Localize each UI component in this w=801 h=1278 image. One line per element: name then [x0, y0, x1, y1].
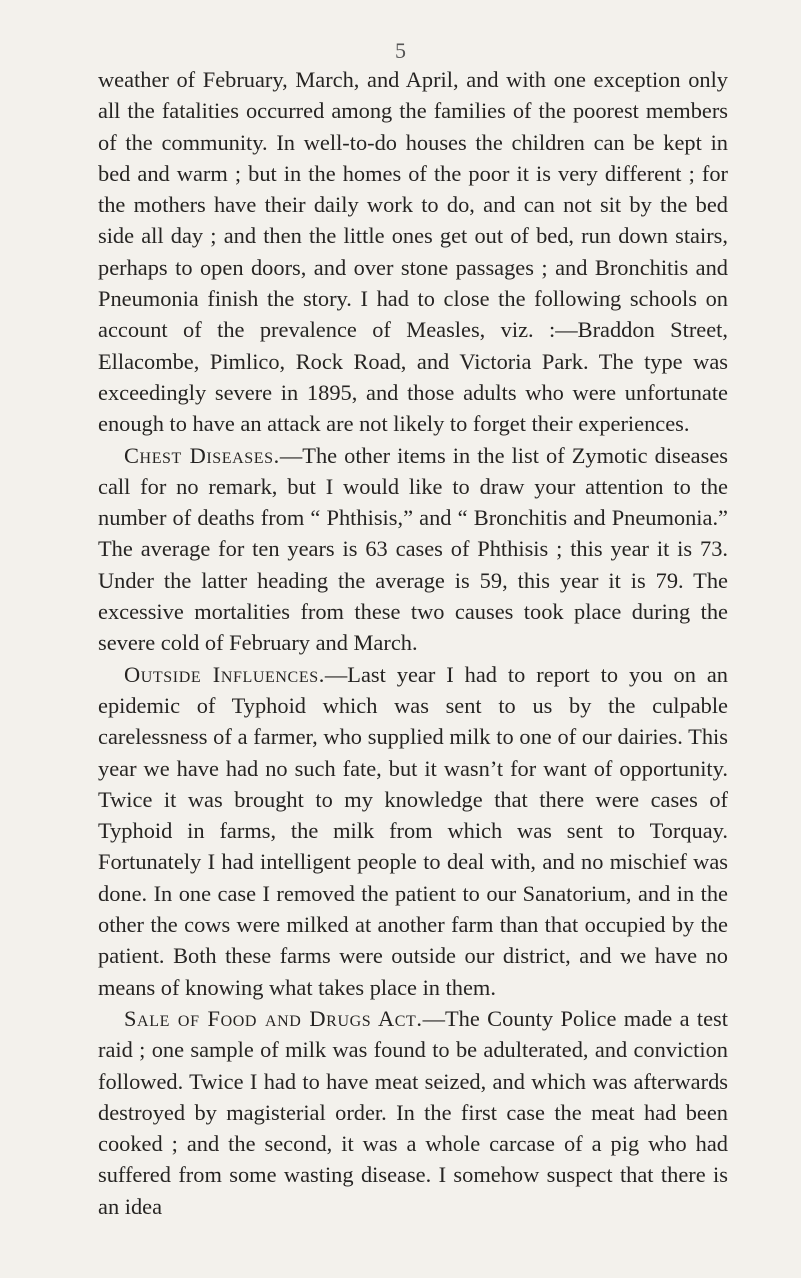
paragraph-chest-diseases	[98, 440, 728, 659]
section-heading: Chest Diseases.	[124, 442, 280, 468]
paragraph-food-drugs	[98, 1003, 728, 1222]
paragraph-text: —Last year I had to report to you on an epidemic of Typhoid which was sent to us by the culpable carelessness of a farmer, who supplied milk to one of our dairies. This year we have had no such fate, but it wasn’t for want of opportunity. Twice it was brought to my knowledge that there were cases of Typhoid in farms, the milk from which was sent to Torquay. Fortunately I had intelligent people to deal with, and no mischief was done. In one case I removed the patient to our Sanatorium, and in the other the cows were milked at another farm than that occupied by the patient. Both these farms were outside our district, and we have no means of knowing what takes place in them.	[98, 661, 728, 1000]
section-heading: Sale of Food and Drugs Act.	[124, 1005, 423, 1031]
paragraph-text: —The County Police made a test raid ; one sample of milk was found to be adulterated, and conviction followed. Twice I had to have meat seized, and which was afterwards destroyed by magisterial order. In the first case the meat had been cooked ; and the second, it was a whole carcase of a pig who had suffered from some wasting disease. I somehow suspect that there is an idea	[98, 1005, 728, 1219]
section-heading: Outside Influences.	[124, 661, 325, 687]
paragraph-outside-influences	[98, 659, 728, 1003]
paragraph-text: —The other items in the list of Zymotic diseases call for no remark, but I would like to draw your attention to the number of deaths from “ Phthisis,” and “ Bronchitis and Pneumonia.” The average for ten years is 63 cases of Phthisis ; this year it is 73. Under the latter heading the average is 59, this year it is 79. The excessive mortalities from these two causes took place during the severe cold of February and March.	[98, 442, 728, 656]
paragraph-measles	[98, 64, 728, 440]
paragraph-text: weather of February, March, and April, and with one exception only all the fatalities occurred among the families of the poorest members of the community. In well-to-do houses the children can be kept in bed and warm ; but in the homes of the poor it is very different ; for the mothers have their daily work to do, and can not sit by the bed side all day ; and then the little ones get out of bed, run down stairs, perhaps to open doors, and over stone passages ; and Bronchitis and Pneumonia finish the story. I had to close the following schools on account of the prevalence of Measles, viz. :—Braddon Street, Ellacombe, Pimlico, Rock Road, and Victoria Park. The type was exceedingly severe in 1895, and those adults who were unfortunate enough to have an attack are not likely to forget their experiences.	[98, 67, 728, 437]
page-number: 5	[395, 38, 406, 63]
body-text	[98, 64, 728, 1222]
